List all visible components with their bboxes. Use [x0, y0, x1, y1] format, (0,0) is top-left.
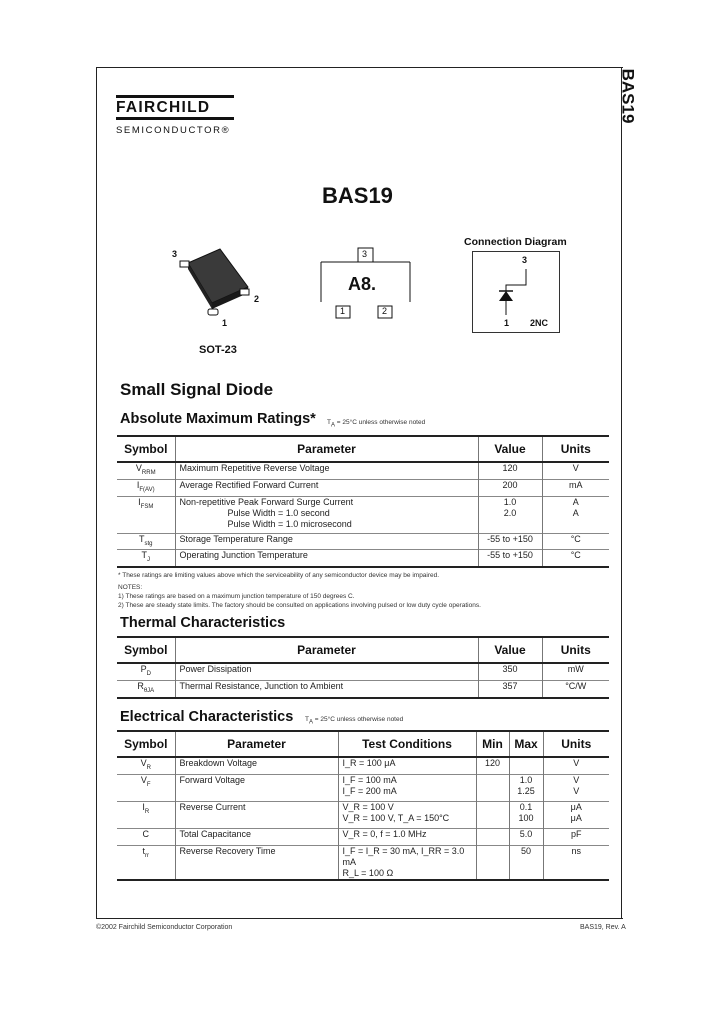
elec-param: Total Capacitance: [175, 828, 338, 845]
elec-min: [476, 774, 509, 801]
abs-value: 200: [478, 479, 542, 496]
elec-unit-line: V: [573, 758, 580, 768]
sym: T: [138, 533, 145, 544]
abs-param: Storage Temperature Range: [175, 533, 478, 550]
sym-sub: FSM: [140, 503, 154, 510]
elec-symbol: [117, 845, 175, 880]
note-star: * These ratings are limiting values above which the serviceability of any semiconductor device may be impaired.: [118, 572, 440, 579]
elec-max: [509, 845, 543, 880]
footer-revision: BAS19, Rev. A: [580, 924, 626, 931]
electrical-title: Electrical Characteristics: [120, 709, 294, 725]
abs-param: [175, 496, 478, 533]
elec-max-line: 1.25: [517, 785, 535, 796]
abs-param: Average Rectified Forward Current: [175, 479, 478, 496]
elec-max: [509, 801, 543, 828]
elec-min-line: [481, 775, 505, 786]
sym: T: [141, 550, 147, 561]
elec-condition-line: I_F = 200 mA: [342, 785, 397, 796]
sym-sub: D: [146, 670, 151, 677]
sym: I: [138, 496, 141, 507]
marking-pin2: 2: [382, 306, 388, 316]
elec-max: [509, 757, 543, 774]
fairchild-logo: [116, 95, 234, 136]
sym: R: [137, 680, 144, 691]
sym-sub: rr: [145, 852, 149, 859]
elec-symbol: [117, 828, 175, 845]
elec-condition-line: V_R = 100 V: [342, 801, 394, 812]
elec-header-max: Max: [509, 732, 543, 757]
elec-unit-line: μA: [570, 801, 582, 812]
page-frame-right: [621, 67, 622, 919]
electrical-condition: [305, 716, 403, 725]
abs-value-line: 2.0: [503, 507, 517, 518]
marking-pin1: 1: [340, 306, 346, 316]
sot23-package-drawing: [168, 245, 268, 340]
elec-header-symbol: Symbol: [124, 737, 168, 751]
elec-symbol: [117, 757, 175, 774]
abs-value: -55 to +150: [478, 533, 542, 550]
thermal-unit: °C/W: [542, 680, 609, 697]
elec-header-parameter: Parameter: [175, 732, 338, 757]
sym-sub: stg: [144, 540, 153, 547]
elec-header-min: Min: [476, 732, 509, 757]
thermal-header-units: Units: [542, 638, 609, 663]
note-2: 2) These are steady state limits. The factory should be consulted on applications involving pulsed or low duty cycle operations.: [118, 602, 481, 609]
elec-max: [509, 828, 543, 845]
sym: P: [140, 664, 147, 674]
elec-min-line: [481, 813, 505, 824]
table-row: [117, 774, 609, 801]
elec-max-line: 1.0: [519, 774, 533, 785]
elec-condition: [338, 801, 476, 828]
elec-condition: [338, 828, 476, 845]
elec-param: Forward Voltage: [175, 774, 338, 801]
logo-sub: SEMICONDUCTOR®: [116, 125, 231, 136]
elec-min-line: [481, 802, 505, 813]
side-tab: [620, 64, 648, 134]
thermal-symbol: [117, 663, 175, 680]
sym-sub: F: [146, 781, 151, 788]
marking-code: A8.: [348, 274, 377, 294]
sym: C: [142, 828, 149, 839]
elec-unit: [543, 757, 609, 774]
elec-condition-line: V_R = 0, f = 1.0 MHz: [342, 828, 427, 839]
abs-cond-sub: A: [330, 422, 335, 429]
elec-condition-line: I_F = I_R = 30 mA, I_RR = 3.0 mA: [342, 845, 465, 867]
abs-symbol: [117, 479, 175, 496]
table-row: [117, 663, 609, 680]
thermal-value: 350: [478, 663, 542, 680]
elec-condition-line: V_R = 100 V, T_A = 150°C: [342, 812, 450, 823]
thermal-header-value: Value: [478, 638, 542, 663]
abs-unit: [542, 496, 609, 533]
electrical-table: [117, 732, 609, 881]
abs-header-units: Units: [542, 437, 609, 462]
table-row: [117, 757, 609, 774]
table-row: [117, 496, 609, 533]
elec-unit: [543, 845, 609, 880]
sym: I: [136, 479, 140, 490]
thermal-header-parameter: Parameter: [175, 638, 478, 663]
note-1: 1) These ratings are based on a maximum junction temperature of 150 degrees C.: [118, 593, 355, 600]
abs-max-condition: [327, 419, 425, 428]
abs-param: Operating Junction Temperature: [175, 550, 478, 567]
side-tab-text: BAS19: [618, 68, 638, 124]
elec-max-line: 0.1: [519, 801, 533, 812]
elec-max-line: 100: [518, 812, 534, 823]
conn-pin1: 1: [504, 318, 510, 328]
elec-min-line: 120: [484, 758, 501, 768]
elec-unit: [543, 774, 609, 801]
table-row: [117, 479, 609, 496]
thermal-param: Thermal Resistance, Junction to Ambient: [175, 680, 478, 697]
abs-unit: V: [542, 462, 609, 479]
connection-diagram-title: Connection Diagram: [464, 236, 567, 248]
elec-min: [476, 828, 509, 845]
abs-value: -55 to +150: [478, 550, 542, 567]
elec-condition-line: R_L = 100 Ω: [342, 867, 394, 878]
abs-max-table: [117, 437, 609, 568]
table-row: [117, 550, 609, 567]
abs-cond-t: T: [327, 419, 331, 426]
product-title: Small Signal Diode: [120, 380, 274, 399]
abs-unit-line: A: [572, 507, 579, 518]
abs-max-title: Absolute Maximum Ratings*: [120, 411, 316, 427]
abs-unit-line: A: [572, 496, 579, 507]
thermal-table: [117, 638, 609, 699]
abs-header-symbol: Symbol: [124, 442, 168, 456]
pkg-pin2-label: 2: [254, 294, 260, 304]
thermal-param: Power Dissipation: [175, 663, 478, 680]
footer-copyright: ©2002 Fairchild Semiconductor Corporation: [96, 924, 233, 931]
sym-sub: R: [144, 808, 150, 815]
elec-unit-line: V: [573, 774, 580, 785]
table-row: [117, 680, 609, 697]
elec-unit-line: V: [573, 785, 580, 796]
elec-max-line: 5.0: [519, 828, 533, 839]
abs-symbol: [117, 550, 175, 567]
elec-max: [509, 774, 543, 801]
thermal-value: 357: [478, 680, 542, 697]
abs-param-line: Pulse Width = 1.0 microsecond: [227, 518, 352, 529]
sym: I: [142, 801, 145, 812]
thermal-symbol: [117, 680, 175, 697]
table-row: [117, 845, 609, 880]
abs-symbol: [117, 496, 175, 533]
elec-max-line: [514, 758, 539, 769]
abs-value: [478, 496, 542, 533]
elec-symbol: [117, 801, 175, 828]
abs-param: Maximum Repetitive Reverse Voltage: [175, 462, 478, 479]
table-row: [117, 533, 609, 550]
abs-value: 120: [478, 462, 542, 479]
connection-diagram: [472, 251, 560, 338]
elec-condition: [338, 757, 476, 774]
elec-header-units: Units: [543, 732, 609, 757]
pkg-pin1-label: 1: [222, 318, 228, 328]
sym: V: [140, 774, 147, 785]
pkg-pin3-label: 3: [172, 249, 178, 259]
elec-unit-line: [548, 857, 606, 868]
sym: t: [142, 845, 145, 856]
thermal-title: Thermal Characteristics: [120, 615, 286, 631]
abs-header-parameter: Parameter: [175, 437, 478, 462]
elec-min-line: [481, 829, 505, 840]
part-number-title: BAS19: [322, 183, 393, 208]
abs-symbol: [117, 533, 175, 550]
elec-min-line: [481, 857, 505, 868]
abs-value-line: 1.0: [503, 496, 517, 507]
table-row: [117, 462, 609, 479]
sym: V: [135, 463, 142, 473]
table-row: [117, 801, 609, 828]
elec-unit-line: ns: [571, 845, 581, 856]
abs-header-value: Value: [478, 437, 542, 462]
abs-unit: mA: [542, 479, 609, 496]
elec-min: [476, 801, 509, 828]
elec-condition-line: I_R = 100 μA: [342, 758, 396, 768]
elec-header-conditions: Test Conditions: [338, 732, 476, 757]
conn-pin2: 2NC: [530, 318, 549, 328]
elec-condition: [338, 845, 476, 880]
elec-max-line: [514, 857, 539, 868]
abs-param-line: Pulse Width = 1.0 second: [227, 507, 330, 518]
table-row: [117, 828, 609, 845]
elec-min-line: [481, 846, 505, 857]
elec-unit-line: pF: [570, 828, 582, 839]
logo-bar-top: [116, 95, 234, 98]
elec-unit: [543, 801, 609, 828]
elec-param: Reverse Current: [175, 801, 338, 828]
elec-param: Breakdown Voltage: [175, 757, 338, 774]
elec-unit: [543, 828, 609, 845]
elec-max-line: 50: [520, 845, 531, 856]
elec-min: [476, 757, 509, 774]
thermal-unit: mW: [542, 663, 609, 680]
abs-cond-rest: = 25°C unless otherwise noted: [335, 419, 426, 426]
marking-pin3: 3: [362, 249, 368, 259]
sym-sub: RRM: [141, 469, 156, 476]
logo-bar-bottom: [116, 117, 234, 120]
abs-param-line: Non-repetitive Peak Forward Surge Current: [179, 496, 354, 507]
elec-cond-sub: A: [308, 719, 313, 726]
sym-sub: θJA: [143, 687, 155, 694]
sym-sub: J: [147, 557, 150, 564]
elec-cond-rest: = 25°C unless otherwise noted: [313, 716, 404, 723]
thermal-header-symbol: Symbol: [124, 643, 168, 657]
abs-symbol: [117, 462, 175, 479]
elec-param: Reverse Recovery Time: [175, 845, 338, 880]
conn-pin3: 3: [522, 255, 528, 265]
logo-name: FAIRCHILD: [116, 99, 211, 116]
elec-symbol: [117, 774, 175, 801]
elec-min: [476, 845, 509, 880]
abs-unit: °C: [542, 533, 609, 550]
elec-unit-line: μA: [570, 812, 582, 823]
elec-min-line: [481, 786, 505, 797]
notes-label: NOTES:: [118, 584, 143, 591]
package-label: SOT-23: [199, 344, 237, 356]
sym-sub: R: [146, 764, 151, 771]
elec-condition-line: I_F = 100 mA: [342, 774, 397, 785]
marking-diagram: [318, 246, 413, 326]
abs-max-notes: [118, 571, 481, 610]
abs-unit: °C: [542, 550, 609, 567]
elec-cond-t: T: [305, 716, 309, 723]
sym: V: [140, 758, 147, 768]
sym-sub: F(AV): [139, 486, 155, 493]
elec-condition: [338, 774, 476, 801]
